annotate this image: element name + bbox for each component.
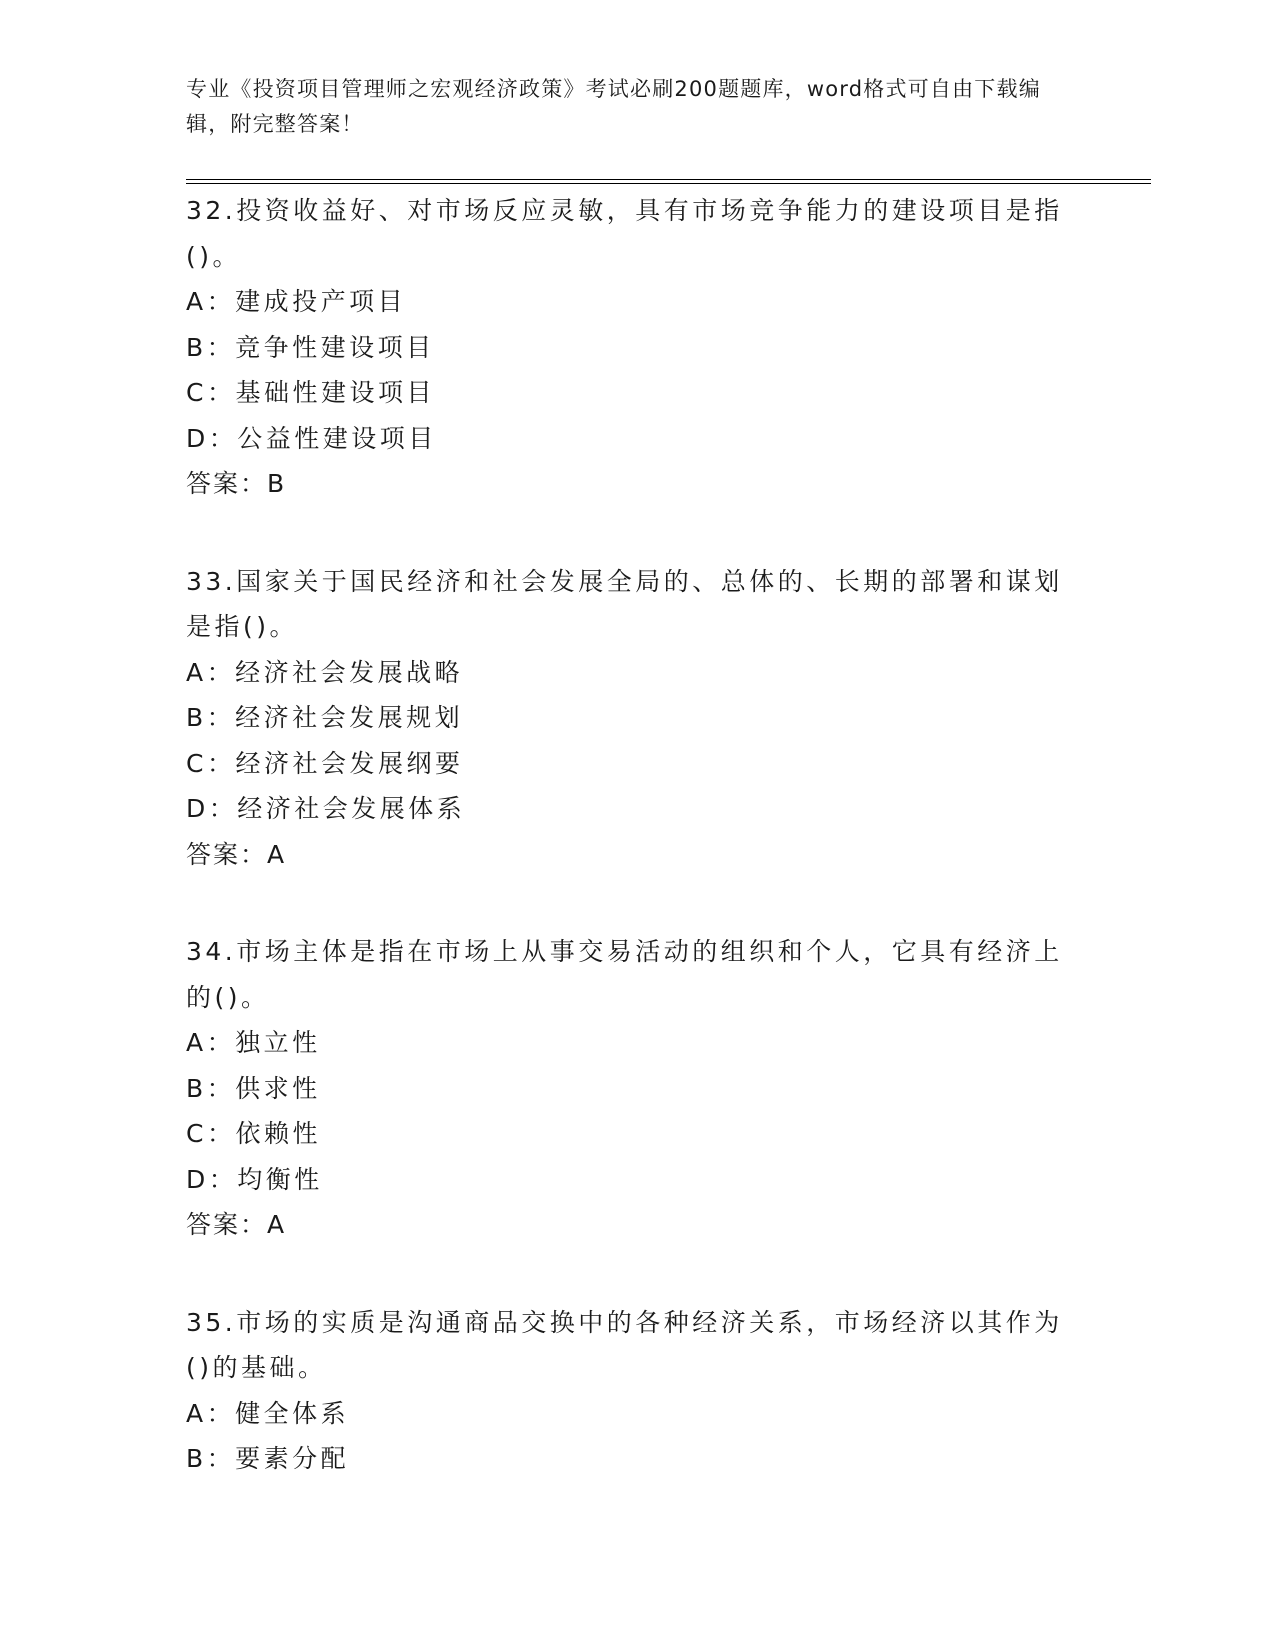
option-a: A：建成投产项目 bbox=[186, 287, 407, 316]
answer: 答案：A bbox=[186, 1210, 287, 1239]
question-stem: 35.市场的实质是沟通商品交换中的各种经济关系，市场经济以其作为()的基础。 bbox=[186, 1307, 1063, 1382]
option-d: D：公益性建设项目 bbox=[186, 423, 437, 453]
option-b: B：经济社会发展规划 bbox=[186, 703, 464, 732]
answer: 答案：B bbox=[186, 469, 287, 498]
question-34 bbox=[186, 929, 1086, 1248]
document-header: 专业《投资项目管理师之宏观经济政策》考试必刷200题题库，word格式可自由下载编辑，附完整答案！ bbox=[186, 77, 1041, 136]
option-d: D：经济社会发展体系 bbox=[186, 794, 466, 823]
option-d: D：均衡性 bbox=[186, 1164, 323, 1194]
question-33 bbox=[186, 559, 1086, 878]
option-c: C：经济社会发展纲要 bbox=[186, 748, 464, 778]
option-b: B：竞争性建设项目 bbox=[186, 332, 435, 362]
question-stem: 33.国家关于国民经济和社会发展全局的、总体的、长期的部署和谋划是指()。 bbox=[186, 566, 1063, 641]
question-35 bbox=[186, 1300, 1086, 1482]
option-a: A：经济社会发展战略 bbox=[186, 657, 464, 687]
question-list bbox=[186, 188, 1086, 1534]
header-divider-top bbox=[186, 179, 1151, 180]
header-divider-bottom bbox=[186, 183, 1151, 184]
answer: 答案：A bbox=[186, 839, 287, 869]
option-a: A：健全体系 bbox=[186, 1398, 350, 1428]
question-32 bbox=[186, 188, 1086, 507]
option-b: B：供求性 bbox=[186, 1073, 321, 1103]
option-a: A：独立性 bbox=[186, 1028, 321, 1057]
option-b: B：要素分配 bbox=[186, 1444, 350, 1473]
option-c: C：基础性建设项目 bbox=[186, 378, 435, 407]
question-stem: 34.市场主体是指在市场上从事交易活动的组织和个人，它具有经济上的()。 bbox=[186, 937, 1063, 1012]
question-stem: 32.投资收益好、对市场反应灵敏，具有市场竞争能力的建设项目是指()。 bbox=[186, 196, 1063, 271]
option-c: C：依赖性 bbox=[186, 1119, 321, 1148]
